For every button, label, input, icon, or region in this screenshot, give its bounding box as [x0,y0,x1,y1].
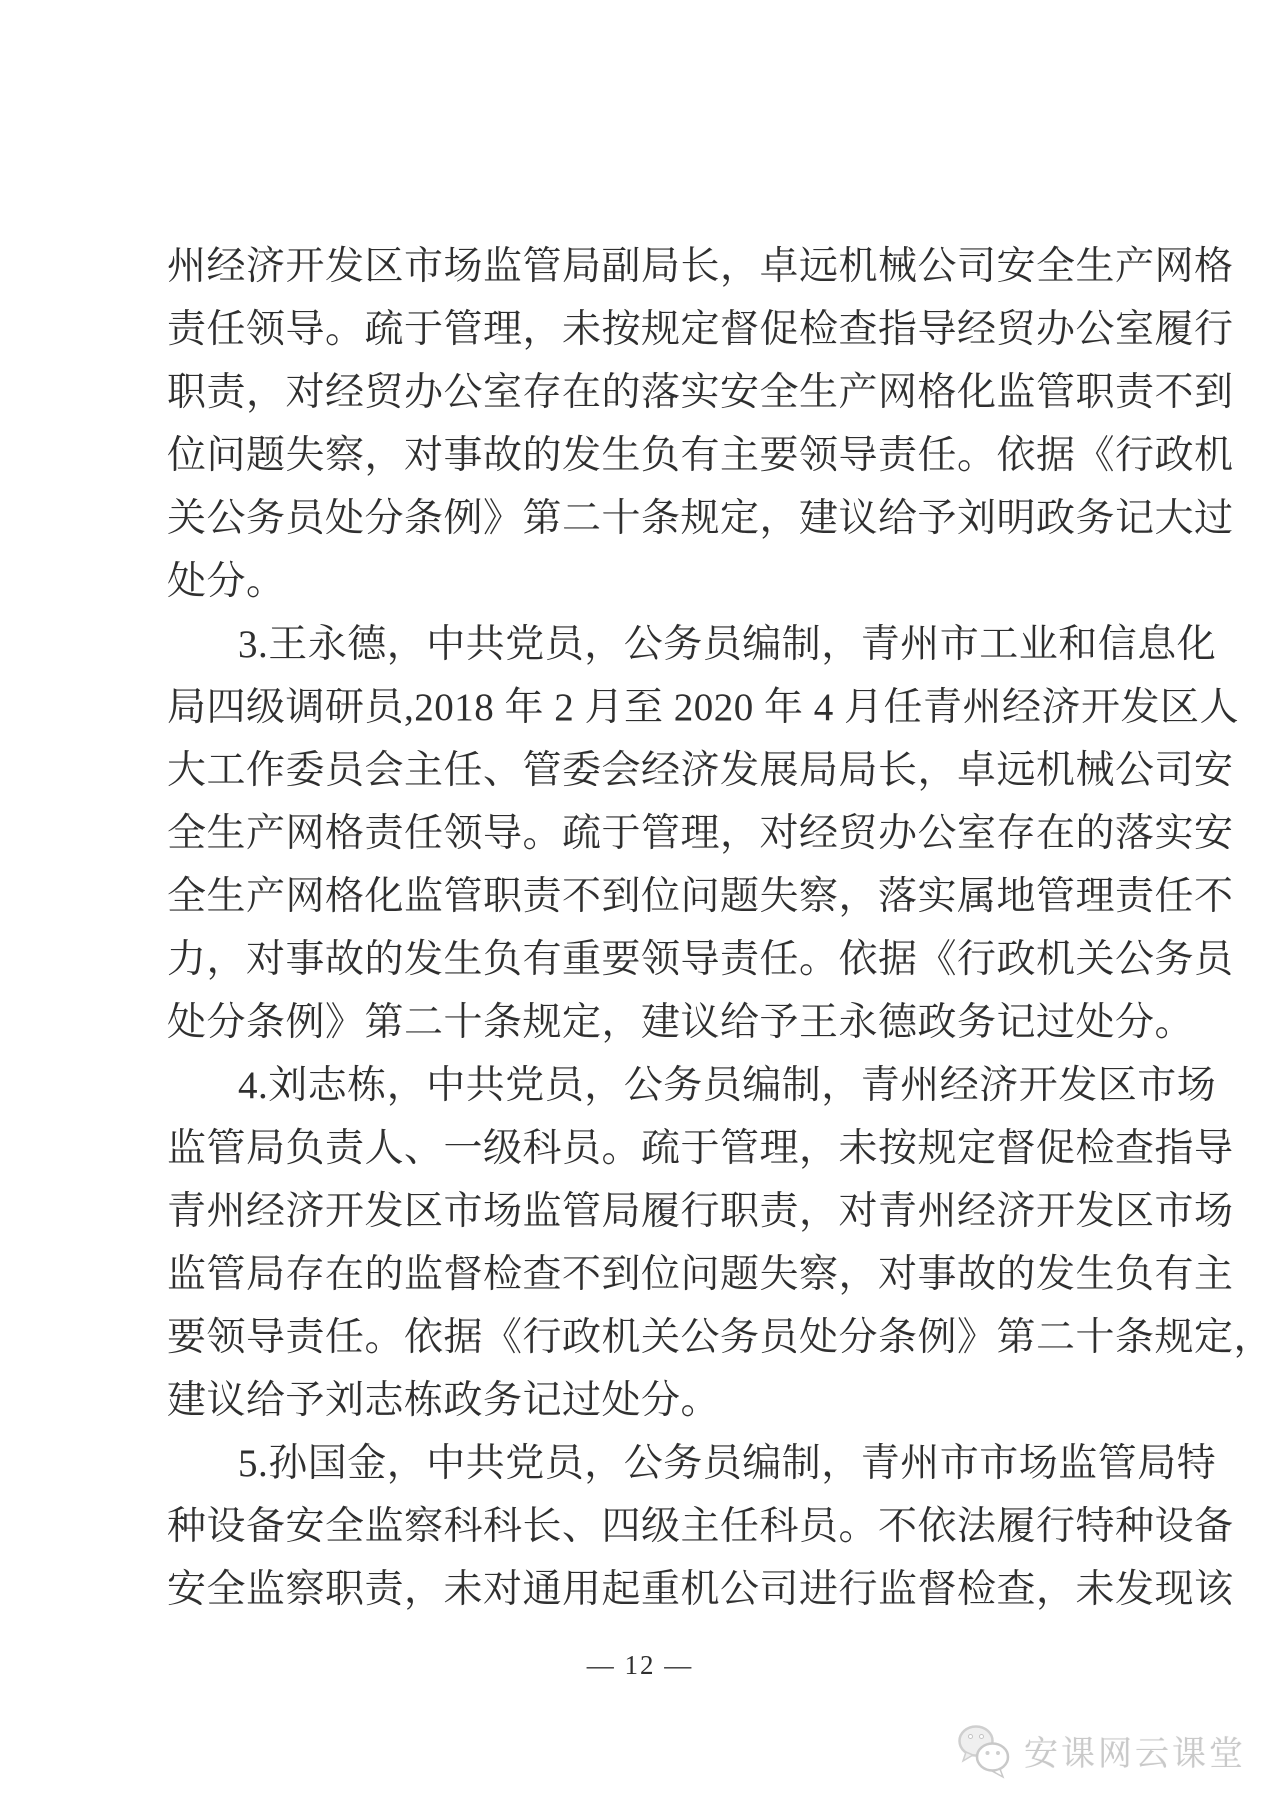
body-line: 关公务员处分条例》第二十条规定，建议给予刘明政务记大过 [167,497,1234,540]
paragraph-start-line: 3.王永德，中共党员，公务员编制，青州市工业和信息化 [238,623,1217,666]
page-footer [0,1650,1280,1681]
page-number: — 12 — [586,1650,694,1680]
body-line: 位问题失察，对事故的发生负有主要领导责任。依据《行政机 [167,434,1234,477]
paragraph-end-line: 处分。 [167,560,286,603]
body-line: 种设备安全监察科科长、四级主任科员。不依法履行特种设备 [167,1505,1234,1548]
body-line: 局四级调研员,2018 年 2 月至 2020 年 4 月任青州经济开发区人 [167,686,1240,729]
body-line: 州经济开发区市场监管局副局长，卓远机械公司安全生产网格 [167,245,1234,288]
brand-watermark [954,1720,1246,1780]
body-line: 大工作委员会主任、管委会经济发展局局长，卓远机械公司安 [167,749,1234,792]
paragraph-start-line: 4.刘志栋，中共党员，公务员编制，青州经济开发区市场 [238,1064,1217,1107]
body-line: 职责，对经贸办公室存在的落实安全生产网格化监管职责不到 [167,371,1234,414]
body-line: 力，对事故的发生负有重要领导责任。依据《行政机关公务员 [167,938,1234,981]
paragraph-end-line: 处分条例》第二十条规定，建议给予王永德政务记过处分。 [167,1001,1195,1044]
body-line: 安全监察职责，未对通用起重机公司进行监督检查，未发现该 [167,1568,1234,1611]
body-line: 青州经济开发区市场监管局履行职责，对青州经济开发区市场 [167,1190,1234,1233]
chat-bubbles-logo-icon [954,1720,1016,1780]
body-line: 全生产网格化监管职责不到位问题失察，落实属地管理责任不 [167,875,1234,918]
body-line: 责任领导。疏于管理，未按规定督促检查指导经贸办公室履行 [167,308,1234,351]
body-line: 要领导责任。依据《行政机关公务员处分条例》第二十条规定， [167,1316,1274,1359]
brand-watermark-text: 安课网云课堂 [1024,1735,1246,1773]
body-line: 监管局存在的监督检查不到位问题失察，对事故的发生负有主 [167,1253,1234,1296]
paragraph-start-line: 5.孙国金，中共党员，公务员编制，青州市市场监管局特 [238,1442,1217,1485]
body-line: 监管局负责人、一级科员。疏于管理，未按规定督促检查指导 [167,1127,1234,1170]
document-body [167,235,1274,1621]
paragraph-end-line: 建议给予刘志栋政务记过处分。 [167,1379,721,1422]
body-line: 全生产网格责任领导。疏于管理，对经贸办公室存在的落实安 [167,812,1234,855]
